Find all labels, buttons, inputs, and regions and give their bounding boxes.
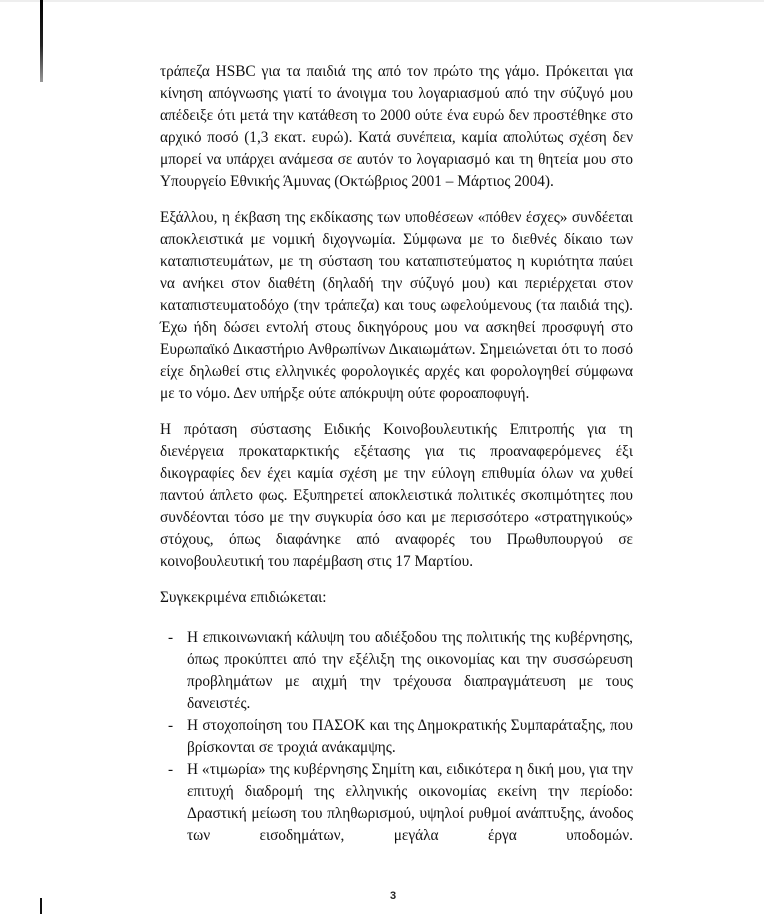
scan-margin-line-bottom	[40, 898, 42, 914]
list-item-text: Η επικοινωνιακή κάλυψη του αδιέξοδου της πολιτικής της κυβέρνησης, όπως προκύπτει από την εξέλιξη της οικονομίας και την συσσώρευση προβλημάτων με αιχμή την τρέχουσα διαπραγμάτευση με τους δανειστές.	[187, 629, 633, 712]
list-item	[160, 715, 633, 759]
dash-bullet-icon: -	[168, 717, 174, 734]
list-item	[160, 627, 633, 715]
list-intro: Συγκεκριμένα επιδιώκεται:	[160, 589, 327, 606]
paragraph-2: Εξάλλου, η έκβαση της εκδίκασης των υποθέσεων «πόθεν έσχες» συνδέεται αποκλειστικά με νομική διχογνωμία. Σύμφωνα με το διεθνές δίκαιο των καταπιστευμάτων, με τη σύσταση του καταπιστεύματος η κυριότητα παύει να ανήκει στον διαθέτη (δηλαδή την σύζυγό μου) και περιέρχεται στον καταπιστευματοδόχο (την τράπεζα) και τους ωφελούμενους (τα παιδιά της). Έχω ήδη δώσει εντολή στους δικηγόρους μου να ασκηθεί προσφυγή στο Ευρωπαϊκό Δικαστήριο Ανθρωπίνων Δικαιωμάτων. Σημειώνεται ότι το ποσό είχε δηλωθεί στις ελληνικές φορολογικές αρχές και φορολογηθεί σύμφωνα με το νόμο. Δεν υπήρξε ούτε απόκρυψη ούτε φοροαποφυγή.	[160, 209, 633, 402]
page-top-edge	[0, 0, 764, 2]
page-number: 3	[390, 890, 397, 902]
scan-margin-line-top	[40, 0, 43, 82]
paragraph-3: Η πρόταση σύστασης Ειδικής Κοινοβουλευτικής Επιτροπής για τη διενέργεια προκαταρκτικής εξέτασης για τις προαναφερόμενες έξι δικογραφίες δεν έχει καμία σχέση με την εύλογη επιθυμία όλων να χυθεί παντού άπλετο φως. Εξυπηρετεί αποκλειστικά πολιτικές σκοπιμότητες που συνδέονται τόσο με την συγκυρία όσο και με περισσότερο «στρατηγικούς» στόχους, όπως διαφάνηκε από αναφορές του Πρωθυπουργού σε κοινοβουλευτική του παρέμβαση στις 17 Μαρτίου.	[160, 421, 633, 570]
dash-bullet-icon: -	[168, 629, 174, 646]
dash-bullet-icon: -	[168, 761, 174, 778]
list-item	[160, 759, 633, 847]
list-item-text: Η στοχοποίηση του ΠΑΣΟΚ και της Δημοκρατικής Συμπαράταξης, που βρίσκονται σε τροχιά ανάκαμψης.	[187, 717, 633, 756]
paragraph-1: τράπεζα HSBC για τα παιδιά της από τον πρώτο της γάμο. Πρόκειται για κίνηση απόγνωσης γιατί το άνοιγμα του λογαριασμού από την σύζυγό μου απέδειξε ότι μετά την κατάθεση το 2000 ούτε ένα ευρώ δεν προστέθηκε στο αρχικό ποσό (1,3 εκατ. ευρώ). Κατά συνέπεια, καμία απολύτως σχέση δεν μπορεί να υπάρχει ανάμεσα σε αυτόν το λογαριασμό και τη θητεία μου στο Υπουργείο Εθνικής Άμυνας (Οκτώβριος 2001 – Μάρτιος 2004).	[160, 63, 633, 190]
bullet-list	[160, 627, 633, 847]
document-body	[160, 61, 633, 847]
list-item-text: Η «τιμωρία» της κυβέρνησης Σημίτη και, ειδικότερα η δική μου, για την επιτυχή διαδρομή της ελληνικής οικονομίας εκείνη την περίοδο: Δραστική μείωση του πληθωρισμού, υψηλοί ρυθμοί ανάπτυξης, άνοδος των εισοδημάτων, μεγάλα έργα υποδομών.	[187, 761, 633, 844]
